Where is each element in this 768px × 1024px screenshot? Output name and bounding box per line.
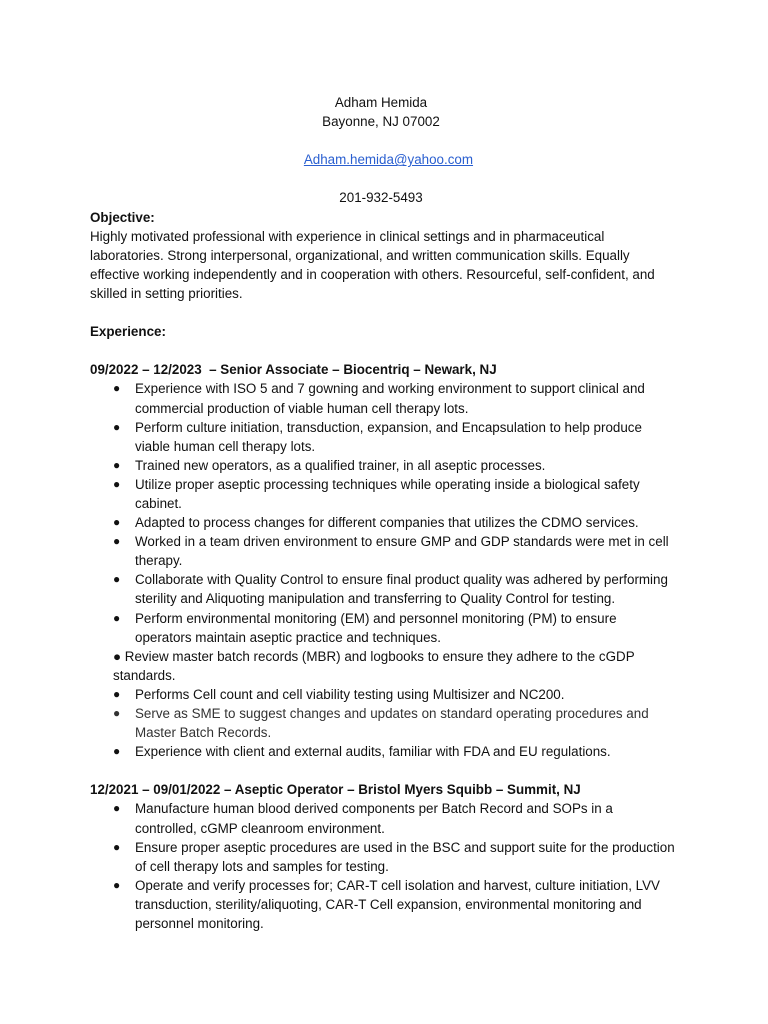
bullet-text: Experience with client and external audits, familiar with FDA and EU regulations. bbox=[135, 744, 611, 760]
bullet-icon: ● bbox=[113, 572, 121, 587]
spacer bbox=[90, 341, 690, 360]
objective-text: Highly motivated professional with experience in clinical settings and in pharmaceutical laboratories. Strong interpersonal, organizational, and written communication skills. Equally effective working independently and in cooperation with others. Resourceful, self-confident, and skilled in setting priorities. bbox=[90, 228, 659, 301]
list-item bbox=[90, 532, 675, 570]
spacer bbox=[90, 761, 690, 780]
candidate-name: Adham Hemida bbox=[334, 95, 428, 110]
list-item bbox=[90, 609, 675, 647]
candidate-phone: 201-932-5493 bbox=[339, 190, 423, 206]
list-item bbox=[90, 475, 675, 513]
bullet-text: Worked in a team driven environment to ensure GMP and GDP standards were met in cell therapy. bbox=[135, 534, 669, 569]
bullet-icon: ● bbox=[113, 534, 121, 549]
experience-heading: Experience: bbox=[90, 324, 166, 340]
list-item bbox=[90, 513, 675, 532]
bullet-text: Ensure proper aseptic procedures are used in the BSC and support suite for the production of cell therapy lots and samples for testing. bbox=[135, 839, 675, 874]
bullet-icon: ● bbox=[113, 610, 121, 625]
bullet-icon: ● bbox=[113, 476, 121, 491]
bullet-text: Experience with ISO 5 and 7 gowning and working environment to support clinical and commercial production of viable human cell therapy lots. bbox=[135, 381, 645, 416]
email-link[interactable]: Adham.hemida@yahoo.com bbox=[303, 152, 474, 168]
job-bullet-list bbox=[90, 379, 675, 646]
list-item bbox=[90, 876, 675, 933]
bullet-text: Perform culture initiation, transduction, expansion, and Encapsulation to help produce viable human cell therapy lots. bbox=[135, 419, 642, 454]
bullet-icon: ● bbox=[113, 839, 121, 854]
bullet-text: Trained new operators, as a qualified trainer, in all aseptic processes. bbox=[135, 457, 546, 473]
bullet-text: Operate and verify processes for; CAR-T cell isolation and harvest, culture initiation, LVV transduction, sterility/aliquoting, CAR-T Cell expansion, environmental monitoring and personnel monitoring. bbox=[135, 877, 660, 932]
resume-page bbox=[90, 93, 690, 933]
list-item bbox=[90, 838, 675, 876]
bullet-icon: ● bbox=[113, 744, 121, 759]
bullet-icon: ● bbox=[113, 706, 121, 720]
list-item bbox=[90, 799, 675, 837]
job-bullet-list bbox=[90, 799, 675, 933]
bullet-icon: ● bbox=[113, 457, 121, 472]
list-item bbox=[90, 570, 675, 608]
list-item bbox=[90, 742, 675, 761]
spacer bbox=[90, 303, 690, 322]
list-item bbox=[90, 418, 675, 456]
bullet-icon: ● bbox=[113, 419, 121, 434]
bullet-text: Adapted to process changes for different companies that utilizes the CDMO services. bbox=[135, 515, 639, 531]
bullet-text: Utilize proper aseptic processing techniques while operating inside a biological safety cabinet. bbox=[135, 476, 640, 511]
bullet-text: Performs Cell count and cell viability testing using Multisizer and NC200. bbox=[135, 686, 565, 702]
bullet-text: Serve as SME to suggest changes and updates on standard operating procedures and Master Batch Records. bbox=[135, 706, 649, 741]
bullet-icon: ● bbox=[113, 877, 121, 892]
bullet-icon: ● bbox=[113, 381, 121, 396]
bullet-icon: ● bbox=[113, 686, 121, 701]
job-title: 12/2021 – 09/01/2022 – Aseptic Operator – Bristol Myers Squibb – Summit, NJ bbox=[90, 782, 581, 798]
job-title: 09/2022 – 12/2023 – Senior Associate – Biocentriq – Newark, NJ bbox=[90, 362, 497, 378]
list-item bbox=[90, 456, 675, 475]
bullet-text: Manufacture human blood derived components per Batch Record and SOPs in a controlled, cGMP cleanroom environment. bbox=[135, 801, 613, 836]
email-line bbox=[90, 131, 672, 188]
bullet-icon: ● bbox=[113, 515, 121, 530]
list-item bbox=[90, 685, 675, 704]
job-bullet-list bbox=[90, 685, 675, 761]
objective-heading: Objective: bbox=[90, 209, 155, 225]
candidate-address: Bayonne, NJ 07002 bbox=[322, 114, 440, 130]
bullet-icon: ● bbox=[113, 801, 121, 816]
bullet-text: Collaborate with Quality Control to ensure final product quality was adhered by performing sterility and Aliquoting manipulation and transferring to Quality Control for testing. bbox=[135, 572, 668, 607]
inline-bullet-text: ● Review master batch records (MBR) and logbooks to ensure they adhere to the cGDP standards. bbox=[113, 648, 635, 683]
bullet-text: Perform environmental monitoring (EM) and personnel monitoring (PM) to ensure operators maintain aseptic practice and techniques. bbox=[135, 610, 617, 645]
list-item bbox=[90, 704, 675, 742]
list-item bbox=[90, 379, 675, 417]
